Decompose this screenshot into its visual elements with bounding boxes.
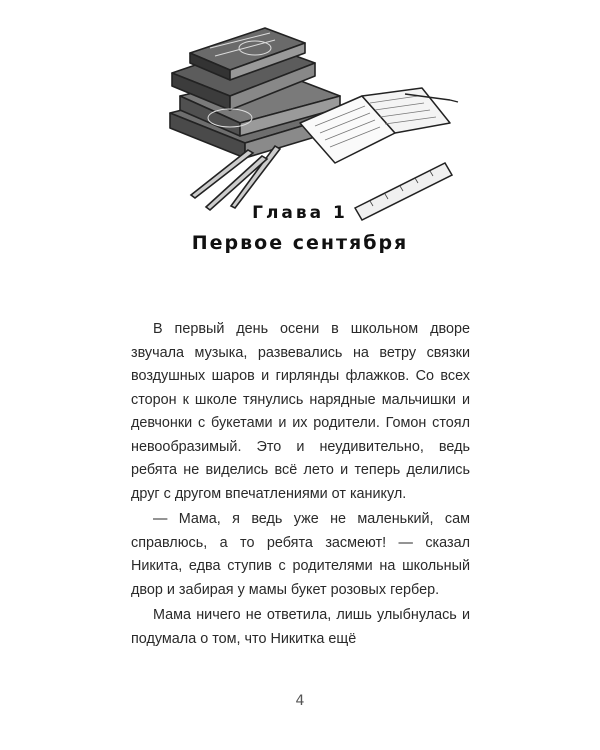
paragraph-2: — Мама, я ведь уже не маленький, сам справлюсь, а то ребята засмеют! — сказал Никита, едва ступив с родителями на школьный двор и забирая у мамы букет розовых гербер. bbox=[131, 511, 470, 598]
page-number: 4 bbox=[295, 693, 305, 709]
chapter-number: Глава 1 bbox=[252, 203, 348, 223]
school-supplies-illustration bbox=[150, 18, 470, 228]
chapter-body bbox=[131, 318, 470, 651]
books-notebook-pencils-icon bbox=[150, 18, 470, 228]
paragraph-1: В первый день осени в школьном дворе звучала музыка, развевались на ветру связки воздушных шаров и гирлянды флажков. Со всех сторон к школе тянулись нарядные мальчишки и девчонки с букетами и их родители. Гомон стоял невообразимый. Это и неудивительно, ведь ребята не виделись всё лето и теперь делились друг с другом впечатлениями от каникул. bbox=[131, 321, 470, 502]
paragraph-3: Мама ничего не ответила, лишь улыбнулась и подумала о том, что Никитка ещё bbox=[131, 607, 470, 647]
chapter-title: Первое сентября bbox=[191, 232, 409, 254]
